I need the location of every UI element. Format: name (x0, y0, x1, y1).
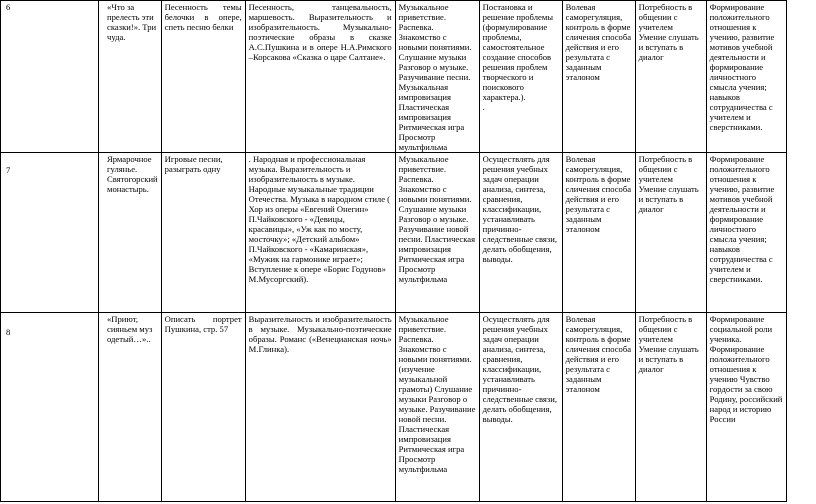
regulative-skills (479, 1, 562, 153)
lesson-material: Песенность темы белочки в опере, спеть песню белки (161, 1, 245, 153)
control-skills: Волевая саморегуляция, контроль в форме сличения способа действия и его результата с заданным эталоном (562, 313, 635, 502)
regulative-skills-text: Постановка и решение проблемы (формулирование проблемы, самостоятельное создание способов решения проблем творческого и поискового характера.). . (482, 2, 554, 112)
lesson-material: Описать портрет Пушкина, стр. 57 (161, 313, 245, 502)
personal-outcomes: Формирование социальной роли ученика. Формирование положительного отношения к учению Чувство гордости за свою Родину, российский народ и историю России (706, 313, 786, 502)
lesson-activities: Музыкальное приветствие. Распевка. Знакомство с новыми понятиями. Слушание музыки Разговор о музыке. Разучивание новой песни. Пластическая импровизация Ритмическая игра Просмотр мультфильма (395, 153, 479, 313)
lesson-content: . Народная и профессиональная музыка. Выразительность и изобразительность в музыке. Народные музыкальные традиции Отечества. Музыка в народном стиле ( Хор из оперы «Евгений Онегин» П.Чайковского - «Девицы, красавицы», «Уж как по мосту, мосточку»; «Детский альбом» П.Чайковского - «Камаринская», «Мужик на гармонике играет»; Вступление к опере «Борис Годунов» М.Мусоргский). (245, 153, 395, 313)
communicative-skills: Потребность в общении с учителем Умение слушать и вступать в диалог (635, 313, 706, 502)
lesson-number: 7 (1, 153, 99, 313)
personal-outcomes: Формирование положительного отношения к учению, развитие мотивов учебной деятельности и формирование личностного смысла учения; навыков сотрудничества с учителем и сверстниками. (706, 153, 786, 313)
control-skills: Волевая саморегуляция, контроль в форме сличения способа действия и его результата с заданным эталоном (562, 153, 635, 313)
communicative-skills: Потребность в общении с учителем Умение слушать и вступать в диалог (635, 153, 706, 313)
lesson-content: Песенность, танцевальность, маршевость. Выразительность и изобразительность. Музыкально-поэтические образы в сказке А.С.Пушкина и в опере Н.А.Римского –Корсакова «Сказка о царе Салтане». (245, 1, 395, 153)
communicative-skills: Потребность в общении с учителем Умение слушать и вступать в диалог (635, 1, 706, 153)
lesson-material: Игровые песни, разыграть одну (161, 153, 245, 313)
lesson-number: 8 (1, 313, 99, 502)
lesson-activities: Музыкальное приветствие. Распевка. Знакомство с новыми понятиями. Слушание музыки Разговор о музыке. Разучивание песни. Музыкальная импровизация Пластическая импровизация Ритмическая игра Просмотр мультфильма (395, 1, 479, 153)
lesson-topic: «Что за прелесть эти сказки!». Три чуда. (99, 1, 162, 153)
lesson-number: 6 (1, 1, 99, 153)
personal-outcomes: Формирование положительного отношения к учению, развитие мотивов учебной деятельности и формирование личностного смысла учения; навыков сотрудничества с учителем и сверстниками. (706, 1, 786, 153)
regulative-skills: Осуществлять для решения учебных задач операции анализа, синтеза, сравнения, классификации, устанавливать причинно-следственные связи, делать обобщения, выводы. (479, 153, 562, 313)
lesson-topic: Ярмарочное гулянье. Святогорский монастырь. (99, 153, 162, 313)
table-row (1, 1, 787, 153)
lesson-topic: «Приют, сияньем муз одетый…».. (99, 313, 162, 502)
table-row (1, 153, 787, 313)
regulative-skills: Осуществлять для решения учебных задач операции анализа, синтеза, сравнения, классификации, устанавливать причинно-следственные связи, делать обобщения, выводы. (479, 313, 562, 502)
lesson-content: Выразительность и изобразительность в музыке. Музыкально-поэтические образы. Романс («Венецианская ночь» М.Глинка). (245, 313, 395, 502)
table-row (1, 313, 787, 502)
lesson-activities: Музыкальное приветствие. Распевка. Знакомство с новыми понятиями.(изучение музыкальной грамоты) Слушание музыки Разговор о музыке. Разучивание новой песни. Пластическая импровизация Ритмическая игра Просмотр мультфильма (395, 313, 479, 502)
control-skills: Волевая саморегуляция, контроль в форме сличения способа действия и его результата с заданным эталоном (562, 1, 635, 153)
